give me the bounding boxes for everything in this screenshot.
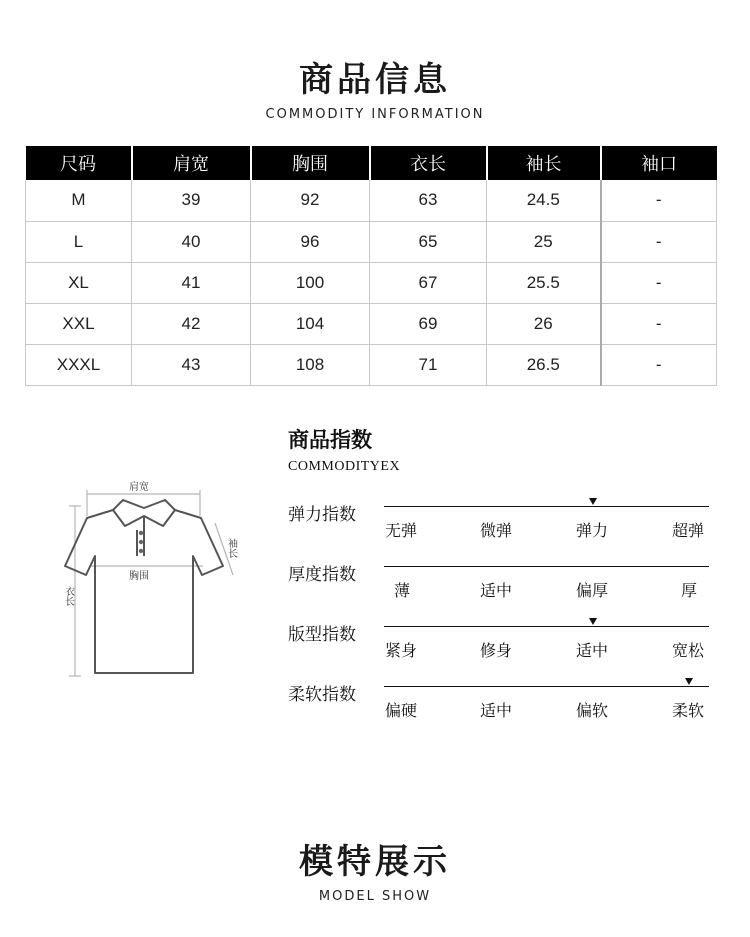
table-row [26, 180, 717, 221]
table-cell: 67 [370, 262, 487, 303]
elasticity-index [288, 500, 713, 550]
diagram-label-sleeve: 袖长 [225, 538, 237, 558]
scale-option: 宽松 [672, 641, 705, 660]
scale-option: 适中 [576, 641, 609, 660]
table-row [26, 344, 717, 385]
table-cell: 26 [487, 303, 601, 344]
index-label: 柔软指数 [288, 685, 356, 705]
index-label: 弹力指数 [288, 505, 356, 525]
table-cell: 63 [370, 180, 487, 221]
table-cell: - [601, 180, 717, 221]
scale-option: 适中 [480, 581, 513, 600]
section-title-cn: 商品信息 [299, 60, 451, 100]
shirt-measurement-diagram [55, 478, 260, 683]
thickness-index [288, 560, 713, 610]
diagram-label-shoulder: 肩宽 [129, 482, 149, 493]
table-cell: - [601, 262, 717, 303]
scale-option: 柔软 [672, 701, 705, 720]
table-cell: 71 [370, 344, 487, 385]
scale-line [384, 506, 709, 507]
table-cell: 42 [132, 303, 251, 344]
table-cell: 108 [251, 344, 370, 385]
scale-option: 微弹 [480, 521, 513, 540]
table-row [26, 303, 717, 344]
index-title: 商品指数 [288, 428, 372, 452]
header-length: 衣长 [370, 146, 487, 180]
diagram-label-chest: 胸围 [129, 571, 149, 582]
header-size: 尺码 [26, 146, 132, 180]
table-cell: 43 [132, 344, 251, 385]
index-label: 版型指数 [288, 625, 356, 645]
header-cuff: 袖口 [601, 146, 717, 180]
index-subtitle: COMMODITYEX [288, 459, 401, 474]
table-cell: 25 [487, 221, 601, 262]
table-row [26, 221, 717, 262]
table-cell: M [26, 180, 132, 221]
table-cell: 65 [370, 221, 487, 262]
scale-option: 弹力 [576, 521, 609, 540]
table-cell: 92 [251, 180, 370, 221]
scale-option: 偏厚 [576, 581, 609, 600]
table-cell: 69 [370, 303, 487, 344]
scale-marker-icon [589, 618, 597, 625]
table-cell: XXXL [26, 344, 132, 385]
index-label: 厚度指数 [288, 565, 356, 585]
table-cell: 40 [132, 221, 251, 262]
scale-line [384, 566, 709, 567]
table-cell: - [601, 344, 717, 385]
size-table [25, 146, 717, 386]
table-cell: 39 [132, 180, 251, 221]
size-table-header [26, 146, 717, 180]
table-cell: 41 [132, 262, 251, 303]
table-cell: 26.5 [487, 344, 601, 385]
scale-option: 厚 [681, 581, 698, 600]
scale-option: 偏软 [576, 701, 609, 720]
table-cell: 25.5 [487, 262, 601, 303]
table-cell: - [601, 303, 717, 344]
table-cell: L [26, 221, 132, 262]
scale-option: 修身 [480, 641, 513, 660]
scale-option: 偏硬 [385, 701, 418, 720]
table-cell: 100 [251, 262, 370, 303]
table-cell: XXL [26, 303, 132, 344]
header-chest: 胸围 [251, 146, 370, 180]
header-sleeve: 袖长 [487, 146, 601, 180]
scale-option: 薄 [394, 581, 411, 600]
table-cell: 96 [251, 221, 370, 262]
fit-index [288, 620, 713, 670]
scale-option: 适中 [480, 701, 513, 720]
table-cell: 24.5 [487, 180, 601, 221]
scale-option: 紧身 [385, 641, 418, 660]
scale-line [384, 626, 709, 627]
commodity-info-header [0, 52, 750, 122]
scale-option: 超弹 [672, 521, 705, 540]
model-show-header [0, 834, 750, 904]
scale-marker-icon [589, 498, 597, 505]
table-row [26, 262, 717, 303]
softness-index [288, 680, 713, 730]
header-shoulder: 肩宽 [132, 146, 251, 180]
scale-line [384, 686, 709, 687]
diagram-label-length: 衣长 [62, 586, 74, 606]
table-cell: - [601, 221, 717, 262]
section-title-en: MODEL SHOW [318, 889, 432, 904]
table-cell: XL [26, 262, 132, 303]
table-cell: 104 [251, 303, 370, 344]
scale-marker-icon [685, 678, 693, 685]
scale-option: 无弹 [385, 521, 418, 540]
section-title-cn: 模特展示 [299, 842, 451, 882]
section-title-en: COMMODITY INFORMATION [265, 107, 485, 122]
